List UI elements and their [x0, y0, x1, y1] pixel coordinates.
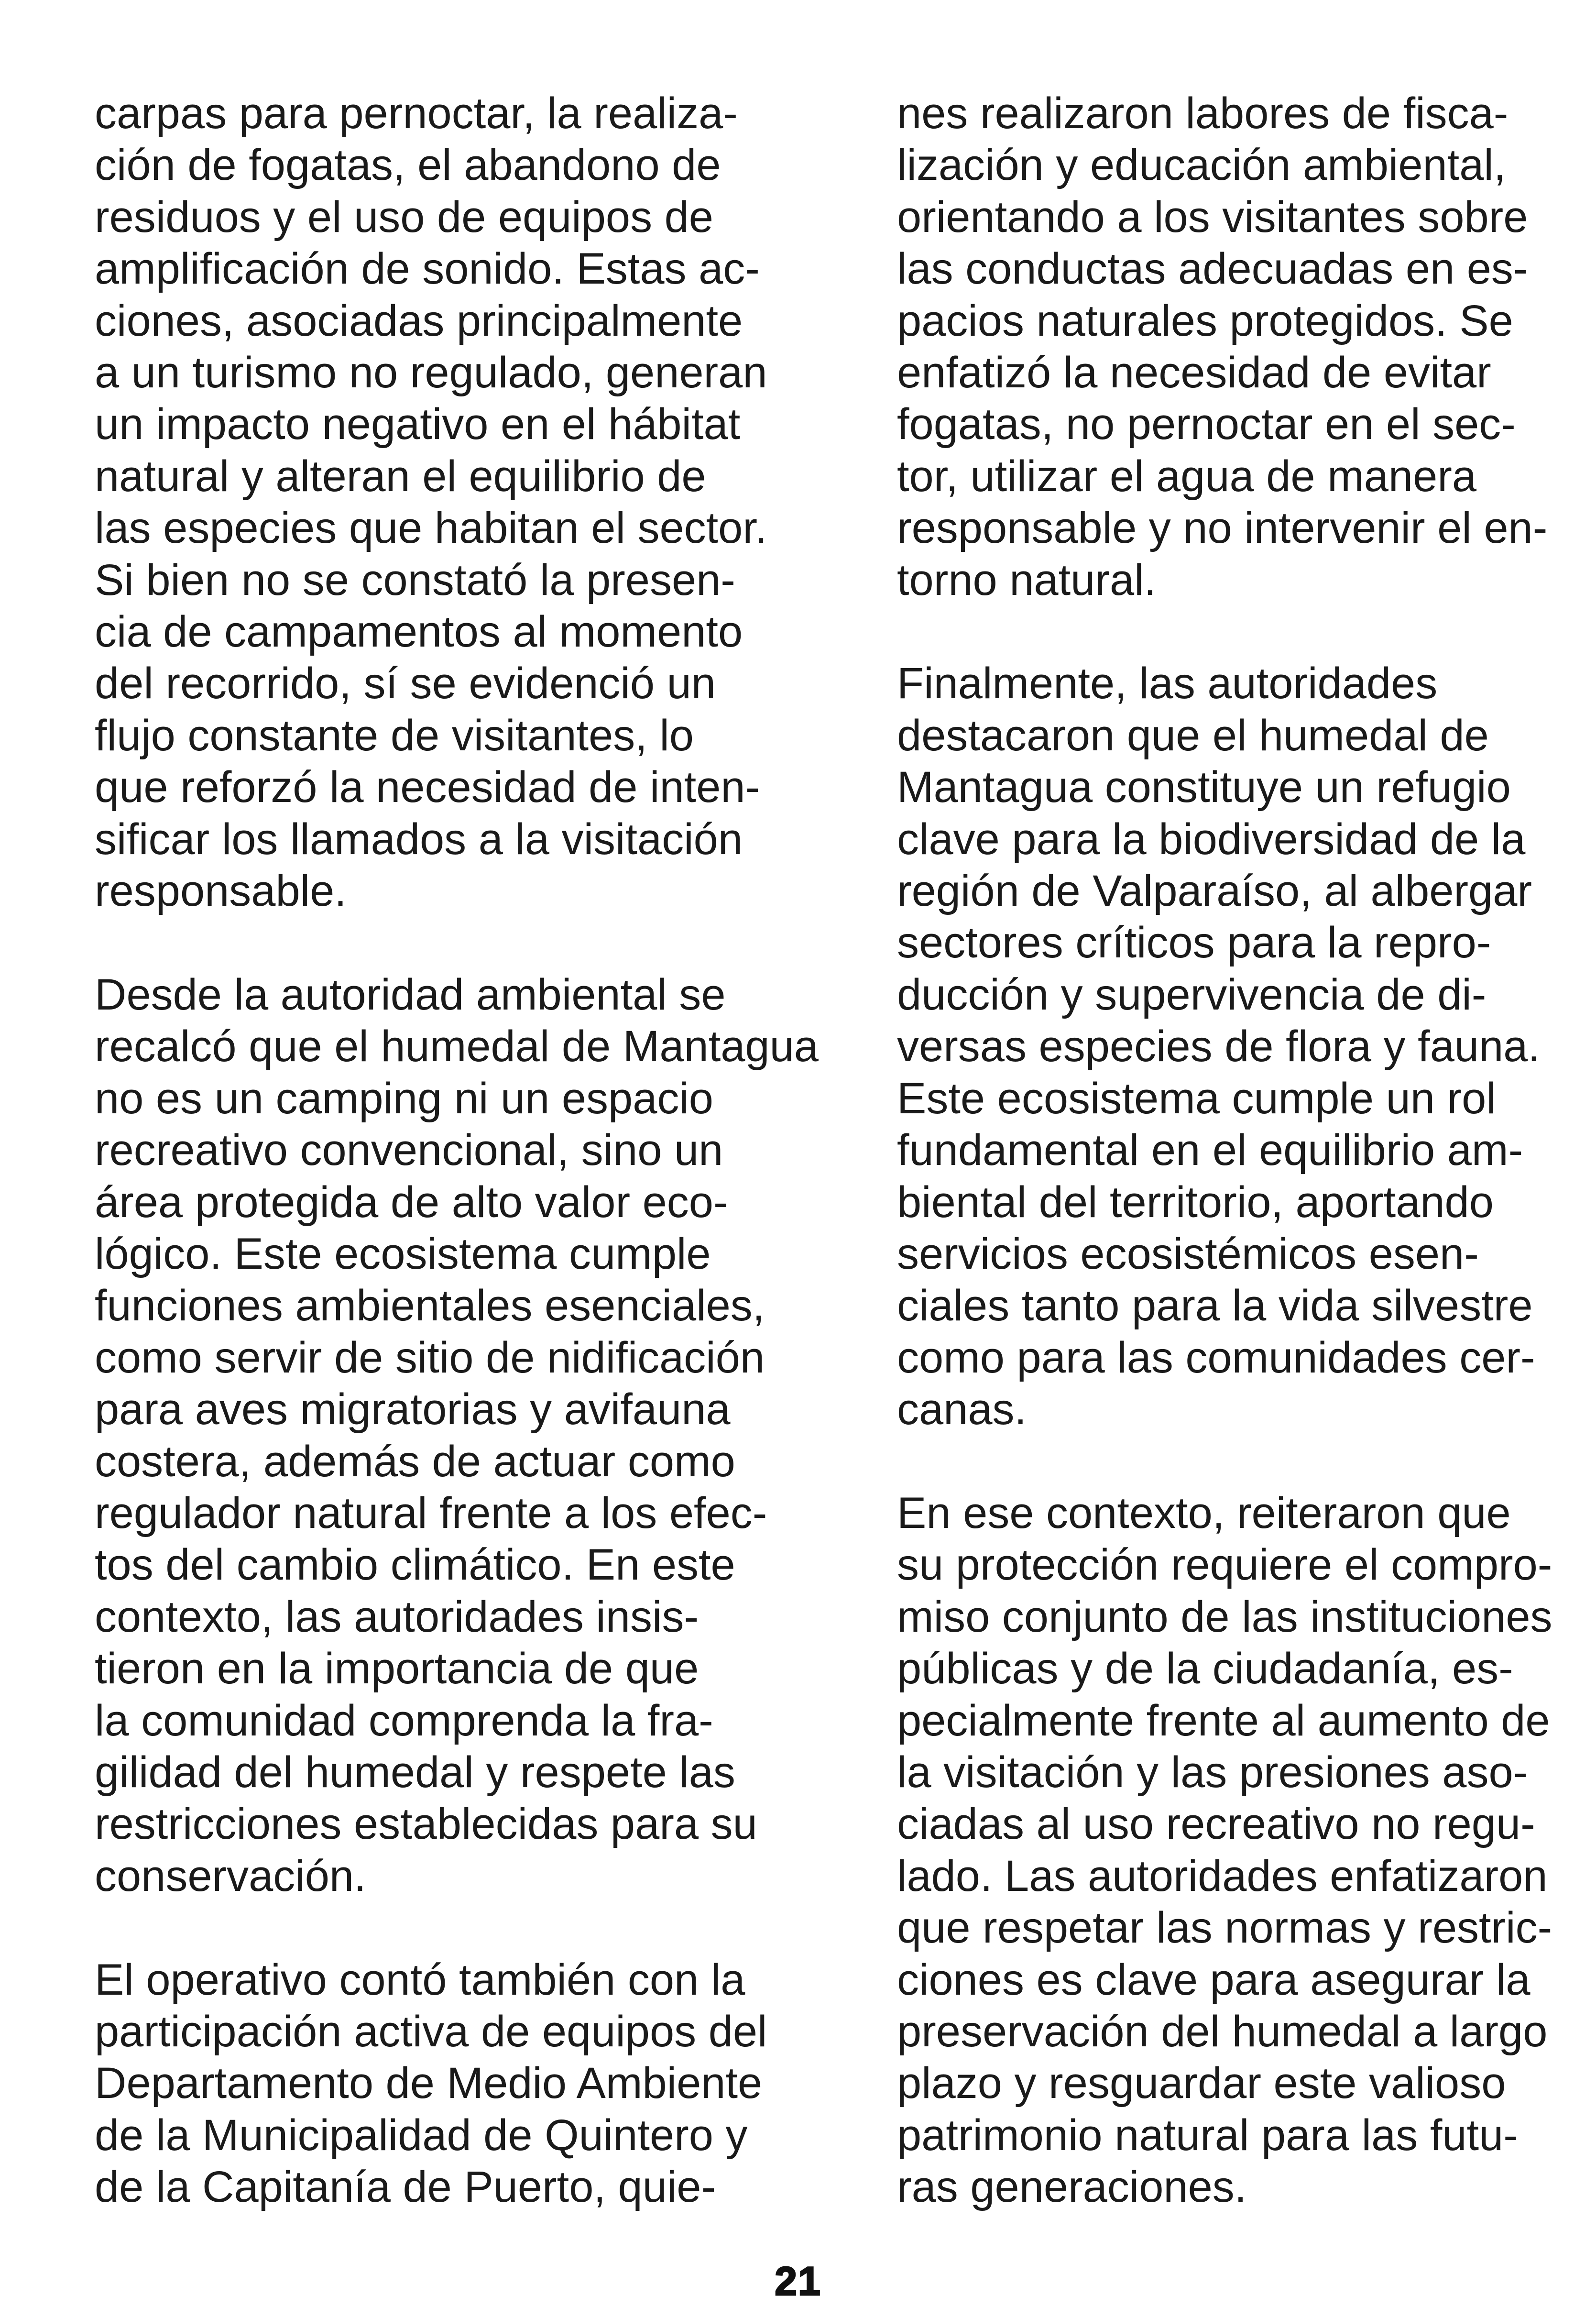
paragraph-gap	[95, 1902, 821, 1954]
text-line: sectores críticos para la repro-	[897, 918, 1491, 967]
text-line: recreativo convencional, sino un	[95, 1126, 723, 1175]
text-line: amplificación de sonido. Estas ac-	[95, 244, 760, 294]
text-line: nes realizaron labores de fisca-	[897, 89, 1509, 138]
text-line: regulador natural frente a los efec-	[95, 1488, 767, 1537]
text-line: ciadas al uso recreativo no regu-	[897, 1800, 1535, 1849]
text-line: lado. Las autoridades enfatizaron	[897, 1851, 1548, 1900]
text-line: Departamento de Medio Ambiente	[95, 2059, 763, 2108]
text-line: del recorrido, sí se evidenció un	[95, 659, 716, 708]
left-paragraph-3	[95, 1954, 821, 2213]
text-line: no es un camping ni un espacio	[95, 1074, 713, 1123]
text-line: El operativo contó también con la	[95, 1955, 745, 2004]
text-line: lización y educación ambiental,	[897, 141, 1506, 190]
text-line: funciones ambientales esenciales,	[95, 1281, 765, 1330]
text-line: que respetar las normas y restric-	[897, 1903, 1552, 1953]
text-line: pacios naturales protegidos. Se	[897, 296, 1513, 345]
text-line: Desde la autoridad ambiental se	[95, 970, 726, 1019]
page-number: 21	[775, 2259, 821, 2304]
text-line: de la Capitanía de Puerto, quie-	[95, 2163, 716, 2212]
paragraph-gap	[95, 917, 821, 969]
left-paragraph-1	[95, 88, 821, 917]
text-line: orientando a los visitantes sobre	[897, 192, 1528, 242]
text-line: que reforzó la necesidad de inten-	[95, 763, 760, 812]
text-line: pecialmente frente al aumento de	[897, 1696, 1550, 1745]
text-line: flujo constante de visitantes, lo	[95, 711, 694, 760]
text-line: fogatas, no pernoctar en el sec-	[897, 400, 1516, 449]
text-line: responsable.	[95, 867, 347, 916]
text-line: residuos y el uso de equipos de	[95, 192, 713, 242]
text-line: patrimonio natural para las futu-	[897, 2110, 1518, 2160]
text-line: carpas para pernoctar, la realiza-	[95, 89, 738, 138]
text-line: la comunidad comprenda la fra-	[95, 1696, 713, 1745]
text-line: gilidad del humedal y respete las	[95, 1747, 735, 1797]
text-line: ducción y supervivencia de di-	[897, 970, 1487, 1019]
text-line: como servir de sitio de nidificación	[95, 1333, 765, 1382]
text-line: Si bien no se constató la presen-	[95, 555, 735, 604]
left-column	[95, 88, 821, 2213]
text-line: torno natural.	[897, 555, 1157, 604]
text-line: participación activa de equipos del	[95, 2007, 767, 2056]
text-line: como para las comunidades cer-	[897, 1333, 1535, 1382]
text-line: conservación.	[95, 1851, 366, 1900]
text-line: versas especies de flora y fauna.	[897, 1022, 1540, 1071]
text-line: clave para la biodiversidad de la	[897, 814, 1526, 864]
text-line: su protección requiere el compro-	[897, 1540, 1552, 1590]
right-column	[897, 88, 1585, 2213]
text-line: Mantagua constituye un refugio	[897, 763, 1511, 812]
text-line: biental del territorio, aportando	[897, 1177, 1494, 1227]
text-line: las especies que habitan el sector.	[95, 504, 767, 553]
text-line: tieron en la importancia de que	[95, 1644, 699, 1693]
text-line: ciales tanto para la vida silvestre	[897, 1281, 1533, 1330]
right-paragraph-3	[897, 1487, 1585, 2213]
text-line: área protegida de alto valor eco-	[95, 1177, 728, 1227]
right-paragraph-1	[897, 88, 1585, 606]
text-line: la visitación y las presiones aso-	[897, 1747, 1528, 1797]
text-line: En ese contexto, reiteraron que	[897, 1488, 1511, 1537]
paragraph-gap	[897, 1436, 1585, 1487]
text-line: un impacto negativo en el hábitat	[95, 400, 741, 449]
text-line: miso conjunto de las instituciones	[897, 1592, 1552, 1641]
text-line: cia de campamentos al momento	[95, 607, 743, 657]
text-line: servicios ecosistémicos esen-	[897, 1229, 1479, 1278]
text-line: recalcó que el humedal de Mantagua	[95, 1022, 819, 1071]
text-line: costera, además de actuar como	[95, 1437, 735, 1486]
text-line: natural y alteran el equilibrio de	[95, 451, 706, 501]
text-line: a un turismo no regulado, generan	[95, 348, 767, 397]
text-line: ción de fogatas, el abandono de	[95, 141, 721, 190]
text-line: responsable y no intervenir el en-	[897, 504, 1548, 553]
text-line: ciones, asociadas principalmente	[95, 296, 743, 345]
paragraph-gap	[897, 606, 1585, 658]
text-line: preservación del humedal a largo	[897, 2007, 1548, 2056]
text-line: de la Municipalidad de Quintero y	[95, 2110, 748, 2160]
text-line: destacaron que el humedal de	[897, 711, 1489, 760]
text-line: públicas y de la ciudadanía, es-	[897, 1644, 1513, 1693]
text-line: restricciones establecidas para su	[95, 1800, 757, 1849]
text-line: las conductas adecuadas en es-	[897, 244, 1528, 294]
text-line: plazo y resguardar este valioso	[897, 2059, 1506, 2108]
text-line: enfatizó la necesidad de evitar	[897, 348, 1491, 397]
text-line: lógico. Este ecosistema cumple	[95, 1229, 711, 1278]
text-line: región de Valparaíso, al albergar	[897, 867, 1532, 916]
right-paragraph-2	[897, 658, 1585, 1435]
text-line: ciones es clave para asegurar la	[897, 1955, 1530, 2004]
text-line: tor, utilizar el agua de manera	[897, 451, 1477, 501]
text-line: fundamental en el equilibrio am-	[897, 1126, 1523, 1175]
left-paragraph-2	[95, 969, 821, 1902]
text-line: canas.	[897, 1385, 1027, 1434]
text-line: sificar los llamados a la visitación	[95, 814, 743, 864]
text-line: Este ecosistema cumple un rol	[897, 1074, 1496, 1123]
text-line: ras generaciones.	[897, 2163, 1247, 2212]
text-line: para aves migratorias y avifauna	[95, 1385, 731, 1434]
text-line: contexto, las autoridades insis-	[95, 1592, 699, 1641]
text-line: tos del cambio climático. En este	[95, 1540, 735, 1590]
text-line: Finalmente, las autoridades	[897, 659, 1438, 708]
